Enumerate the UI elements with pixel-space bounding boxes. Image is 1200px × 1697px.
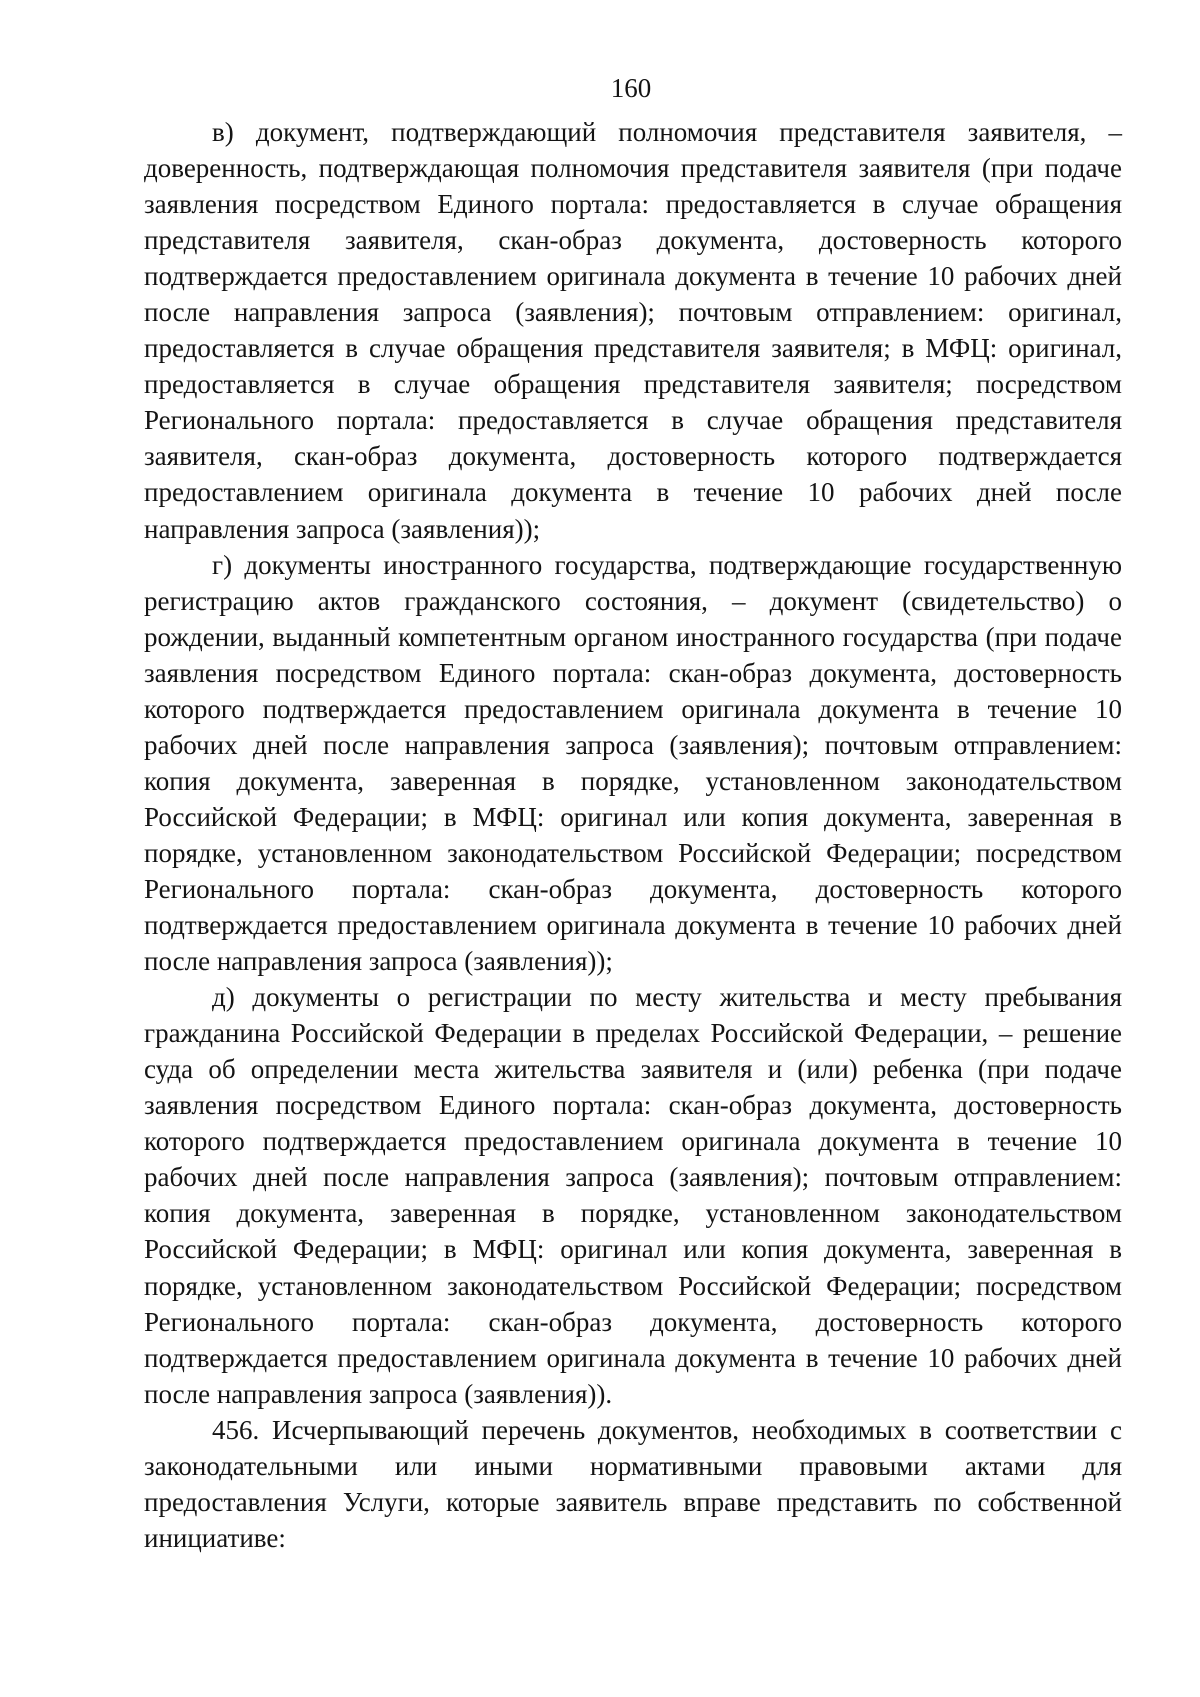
page-number: 160 xyxy=(610,73,652,103)
paragraph-456-document-list: 456. Исчерпывающий перечень документов, необходимых в соответствии с законодательными или иными нормативными правовыми актами для предоставления Услуги, которые заявитель вправе представить по собственной инициативе: xyxy=(144,1414,1122,1553)
paragraph-g-foreign-documents: г) документы иностранного государства, подтверждающие государственную регистрацию актов гражданского состояния, – документ (свидетельство) о рождении, выданный компетентным органом иностранного государства (при подаче заявления посредством Единого портала: скан-образ документа, достоверность которого подтверждается предоставлением оригинала документа в течение 10 рабочих дней после направления запроса (заявления); почтовым отправлением: копия документа, заверенная в порядке, установленном законодательством Российской Федерации; в МФЦ: оригинал или копия документа, заверенная в порядке, установленном законодательством Российской Федерации; посредством Регионального портала: скан-образ документа, достоверность которого подтверждается предоставлением оригинала документа в течение 10 рабочих дней после направления запроса (заявления)); xyxy=(144,549,1122,977)
paragraph-d-registration-documents: д) документы о регистрации по месту жительства и месту пребывания гражданина Российской Федерации в пределах Российской Федерации, – решение суда об определении места жительства заявителя и (или) ребенка (при подаче заявления посредством Единого портала: скан-образ документа, достоверность которого подтверждается предоставлением оригинала документа в течение 10 рабочих дней после направления запроса (заявления); почтовым отправлением: копия документа, заверенная в порядке, установленном законодательством Российской Федерации; в МФЦ: оригинал или копия документа, заверенная в порядке, установленном законодательством Российской Федерации; посредством Регионального портала: скан-образ документа, достоверность которого подтверждается предоставлением оригинала документа в течение 10 рабочих дней после направления запроса (заявления)). xyxy=(144,982,1122,1409)
paragraph-v-representative-authority: в) документ, подтверждающий полномочия представителя заявителя, – доверенность, подтверждающая полномочия представителя заявителя (при подаче заявления посредством Единого портала: предоставляется в случае обращения представителя заявителя, скан-образ документа, достоверность которого подтверждается предоставлением оригинала документа в течение 10 рабочих дней после направления запроса (заявления); почтовым отправлением: оригинал, предоставляется в случае обращения представителя заявителя; в МФЦ: оригинал, предоставляется в случае обращения представителя заявителя; посредством Регионального портала: предоставляется в случае обращения представителя заявителя, скан-образ документа, достоверность которого подтверждается предоставлением оригинала документа в течение 10 рабочих дней после направления запроса (заявления)); xyxy=(144,117,1122,544)
document-body xyxy=(144,114,1122,1556)
